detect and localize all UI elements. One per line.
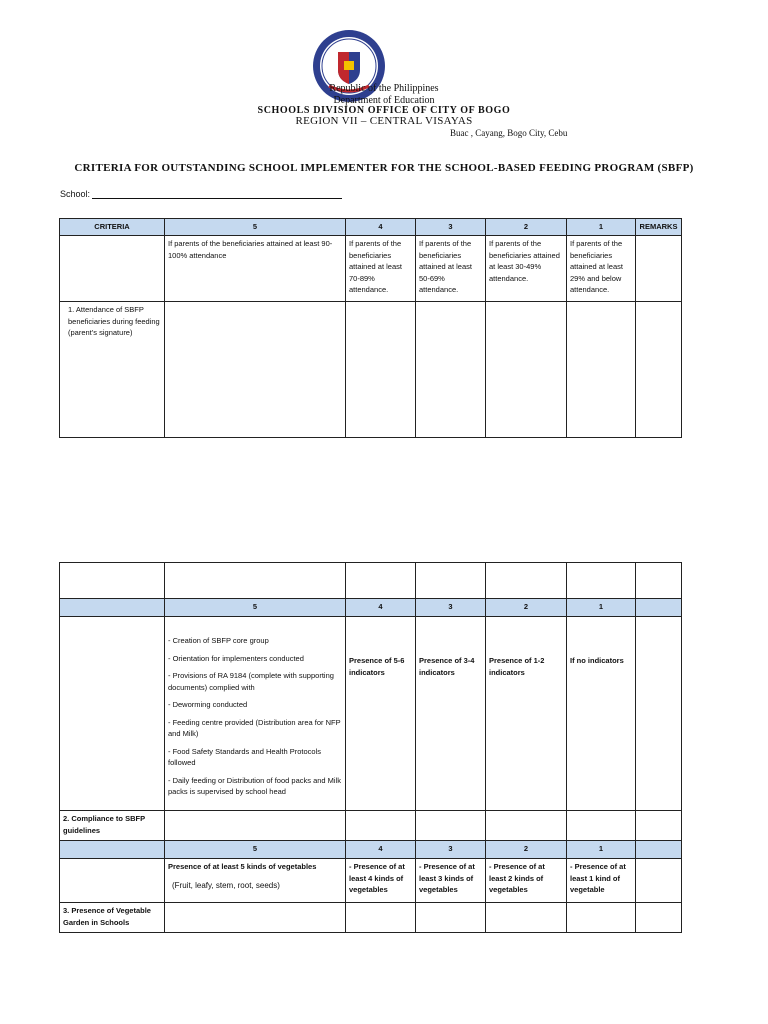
attendance-level-3: If parents of the beneficiaries attained at least 50-69% attendance. [416, 236, 486, 302]
header-score-3: 3 [416, 219, 486, 236]
remarks-cell[interactable] [636, 859, 682, 903]
table-cell[interactable] [346, 563, 416, 599]
school-field[interactable] [60, 188, 342, 199]
table-cell[interactable] [346, 302, 416, 438]
table-cell[interactable] [567, 811, 636, 841]
remarks-cell[interactable] [636, 903, 682, 933]
header-republic: Republic of the Philippines [329, 83, 439, 94]
header-score-3: 3 [416, 841, 486, 859]
table-cell[interactable] [567, 302, 636, 438]
header-score-2: 2 [486, 219, 567, 236]
table-cell [636, 599, 682, 617]
remarks-cell[interactable] [636, 811, 682, 841]
header-score-1: 1 [567, 219, 636, 236]
header-score-5: 5 [165, 841, 346, 859]
table-cell[interactable] [165, 903, 346, 933]
header-criteria: CRITERIA [60, 219, 165, 236]
vegetable-level-4: - Presence of at least 4 kinds of vegetables [346, 859, 416, 903]
table-cell [636, 841, 682, 859]
table-cell[interactable] [486, 903, 567, 933]
indicator-item: - Orientation for implementers conducted [168, 653, 304, 663]
header-department: Department of Education [333, 95, 435, 106]
table-cell[interactable] [60, 563, 165, 599]
table-cell[interactable] [567, 903, 636, 933]
criteria-attendance: 1. Attendance of SBFP beneficiaries during feeding (parent’s signature) [60, 302, 165, 438]
indicator-item: - Deworming conducted [168, 700, 248, 709]
table-cell[interactable] [60, 617, 165, 811]
header-score-1: 1 [567, 599, 636, 617]
header-score-3: 3 [416, 599, 486, 617]
header-score-1: 1 [567, 841, 636, 859]
table-cell[interactable] [567, 563, 636, 599]
indicator-item: - Food Safety Standards and Health Protocols followed [168, 746, 322, 767]
header-score-5: 5 [165, 219, 346, 236]
vegetable-types-note: (Fruit, leafy, stem, root, seeds) [172, 880, 280, 890]
table-cell[interactable] [416, 302, 486, 438]
attendance-level-2: If parents of the beneficiaries attained at least 30-49% attendance. [486, 236, 567, 302]
header-score-2: 2 [486, 841, 567, 859]
table-cell[interactable] [486, 811, 567, 841]
compliance-level-3: Presence of 3-4 indicators [416, 617, 486, 811]
header-region: REGION VII – CENTRAL VISAYAS [295, 115, 473, 127]
header-remarks: REMARKS [636, 219, 682, 236]
table-cell[interactable] [60, 859, 165, 903]
header-address: Buac , Cayang, Bogo City, Cebu [450, 128, 568, 138]
table-cell[interactable] [165, 563, 346, 599]
school-label: School: [60, 189, 91, 199]
compliance-level-4: Presence of 5-6 indicators [346, 617, 416, 811]
vegetable-level-5: Presence of at least 5 kinds of vegetables (Fruit, leafy, stem, root, seeds) [165, 859, 346, 903]
criteria-vegetable-garden: 3. Presence of Vegetable Garden in Schools [60, 903, 165, 933]
indicator-item: - Daily feeding or Distribution of food packs and Milk packs is supervised by school head [168, 775, 341, 796]
criteria-table-1 [59, 218, 682, 438]
table-cell[interactable] [416, 903, 486, 933]
document-title: CRITERIA FOR OUTSTANDING SCHOOL IMPLEMENTER FOR THE SCHOOL-BASED FEEDING PROGRAM (SBFP) [74, 162, 694, 174]
compliance-level-2: Presence of 1-2 indicators [486, 617, 567, 811]
table-cell[interactable] [346, 903, 416, 933]
table-cell[interactable] [486, 302, 567, 438]
table-cell[interactable] [165, 302, 346, 438]
criteria-table-2 [59, 562, 682, 933]
remarks-cell[interactable] [636, 302, 682, 438]
table-cell[interactable] [346, 811, 416, 841]
remarks-cell[interactable] [636, 563, 682, 599]
indicator-item: - Creation of SBFP core group [168, 636, 269, 645]
table-cell[interactable] [60, 236, 165, 302]
header-score-4: 4 [346, 841, 416, 859]
school-input-line[interactable] [92, 188, 342, 199]
table-cell [60, 599, 165, 617]
table-cell [60, 841, 165, 859]
remarks-cell[interactable] [636, 236, 682, 302]
vegetable-level-3: - Presence of at least 3 kinds of vegetables [416, 859, 486, 903]
header-division: SCHOOLS DIVISION OFFICE OF CITY OF BOGO [257, 105, 511, 116]
criteria-compliance: 2. Compliance to SBFP guidelines [60, 811, 165, 841]
indicator-list [165, 617, 346, 811]
table-cell[interactable] [416, 563, 486, 599]
header-score-4: 4 [346, 599, 416, 617]
table-cell[interactable] [486, 563, 567, 599]
remarks-cell[interactable] [636, 617, 682, 811]
header-score-4: 4 [346, 219, 416, 236]
vegetable-level-2: - Presence of at least 2 kinds of vegetables [486, 859, 567, 903]
header-score-5: 5 [165, 599, 346, 617]
table-cell[interactable] [165, 811, 346, 841]
compliance-level-1: If no indicators [567, 617, 636, 811]
attendance-level-1: If parents of the beneficiaries attained at least 29% and below attendance. [567, 236, 636, 302]
attendance-level-4: If parents of the beneficiaries attained at least 70-89% attendance. [346, 236, 416, 302]
table-cell[interactable] [416, 811, 486, 841]
vegetable-level-1: - Presence of at least 1 kind of vegetable [567, 859, 636, 903]
indicator-item: - Provisions of RA 9184 (complete with supporting documents) complied with [168, 671, 334, 692]
indicator-item: - Feeding centre provided (Distribution area for NFP and Milk) [168, 717, 341, 738]
header-score-2: 2 [486, 599, 567, 617]
attendance-level-5: If parents of the beneficiaries attained at least 90-100% attendance [165, 236, 346, 302]
